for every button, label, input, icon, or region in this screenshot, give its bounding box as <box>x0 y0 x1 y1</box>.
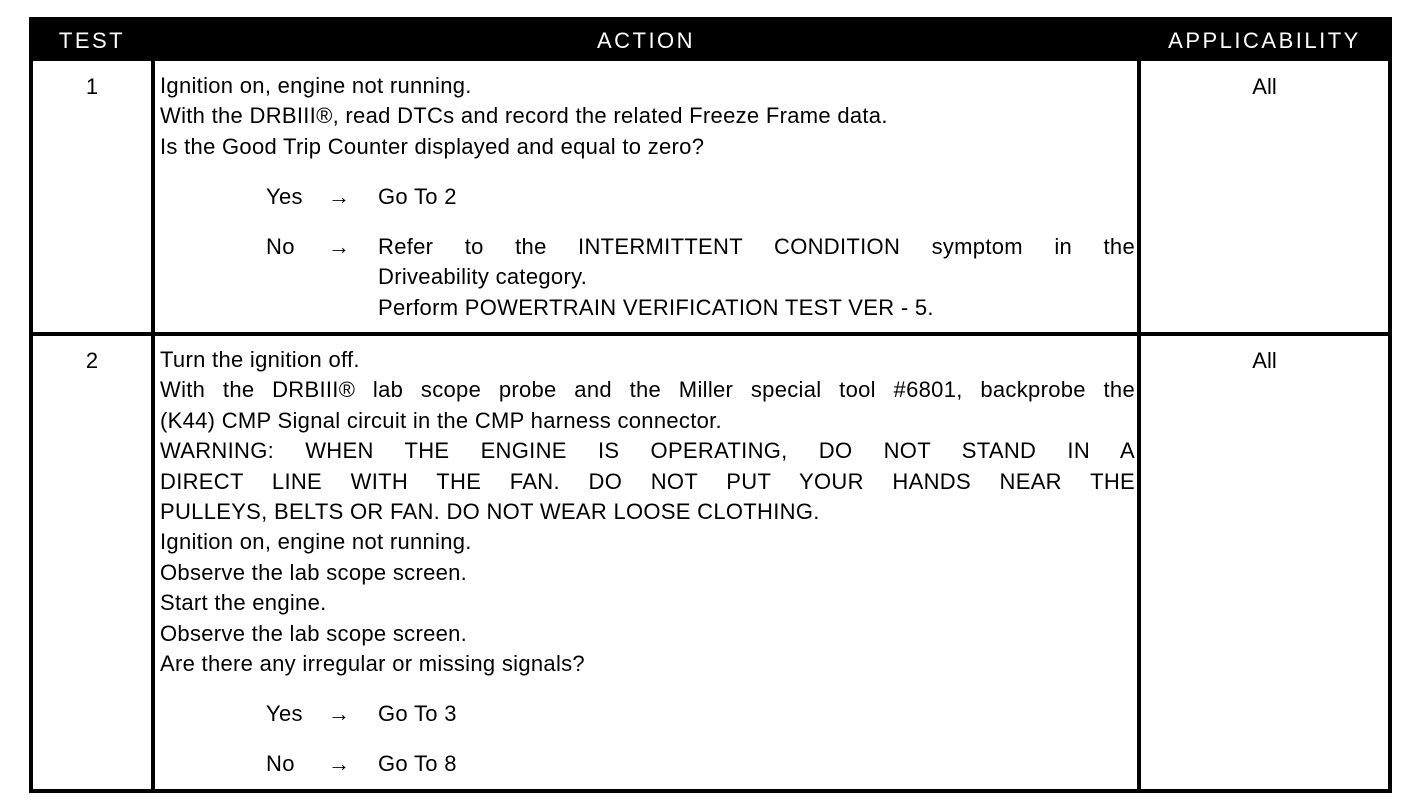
action-line: Start the engine. <box>160 590 327 616</box>
no-option <box>160 749 1135 779</box>
row-divider <box>33 332 1388 336</box>
warning-line: DIRECT LINE WITH THE FAN. DO NOT PUT YOUR HANDS NEAR THE <box>160 468 1135 494</box>
action-cell <box>160 345 1135 779</box>
yes-label: Yes <box>266 701 303 727</box>
action-line: Is the Good Trip Counter displayed and equal to zero? <box>160 133 705 159</box>
action-line: With the DRBIII® lab scope probe and the Miller special tool #6801, backprobe the <box>160 377 1135 403</box>
column-divider <box>151 61 155 793</box>
yes-option <box>160 182 1135 212</box>
no-label: No <box>266 233 295 259</box>
action-line: Observe the lab scope screen. <box>160 559 468 585</box>
table-header <box>33 21 1388 61</box>
arrow-icon: → <box>328 701 351 727</box>
no-label: No <box>266 751 295 777</box>
header-test: TEST <box>58 28 126 53</box>
arrow-icon: → <box>328 183 351 209</box>
header-action: ACTION <box>596 28 696 53</box>
applicability-value: All <box>1252 74 1277 99</box>
no-result-line: Perform POWERTRAIN VERIFICATION TEST VER - 5. <box>378 294 934 320</box>
yes-option <box>160 699 1135 729</box>
yes-label: Yes <box>266 183 303 209</box>
warning-line: PULLEYS, BELTS OR FAN. DO NOT WEAR LOOSE CLOTHING. <box>160 499 820 525</box>
no-option <box>160 232 1135 323</box>
arrow-icon: → <box>328 751 351 777</box>
no-result-line: Refer to the INTERMITTENT CONDITION symptom in the <box>378 233 1135 259</box>
header-applicability: APPLICABILITY <box>1168 28 1361 53</box>
action-line: (K44) CMP Signal circuit in the CMP harness connector. <box>160 407 722 433</box>
diagnostic-table <box>29 17 1392 793</box>
action-line: Turn the ignition off. <box>160 347 360 372</box>
action-line: Observe the lab scope screen. <box>160 620 468 646</box>
action-line: Ignition on, engine not running. <box>160 529 472 555</box>
applicability-value: All <box>1252 348 1277 373</box>
yes-result: Go To 2 <box>378 183 457 209</box>
action-line: Ignition on, engine not running. <box>160 73 472 98</box>
test-number: 2 <box>85 348 99 373</box>
arrow-icon: → <box>328 233 351 259</box>
no-result-line: Driveability category. <box>378 264 588 290</box>
warning-line: WARNING: WHEN THE ENGINE IS OPERATING, DO NOT STAND IN A <box>160 438 1135 464</box>
action-line: Are there any irregular or missing signals? <box>160 651 585 677</box>
test-number: 1 <box>85 74 99 99</box>
column-divider <box>1137 61 1141 793</box>
no-result: Go To 8 <box>378 751 457 777</box>
action-cell <box>160 71 1135 323</box>
yes-result: Go To 3 <box>378 701 457 727</box>
action-line: With the DRBIII®, read DTCs and record the related Freeze Frame data. <box>160 103 888 129</box>
